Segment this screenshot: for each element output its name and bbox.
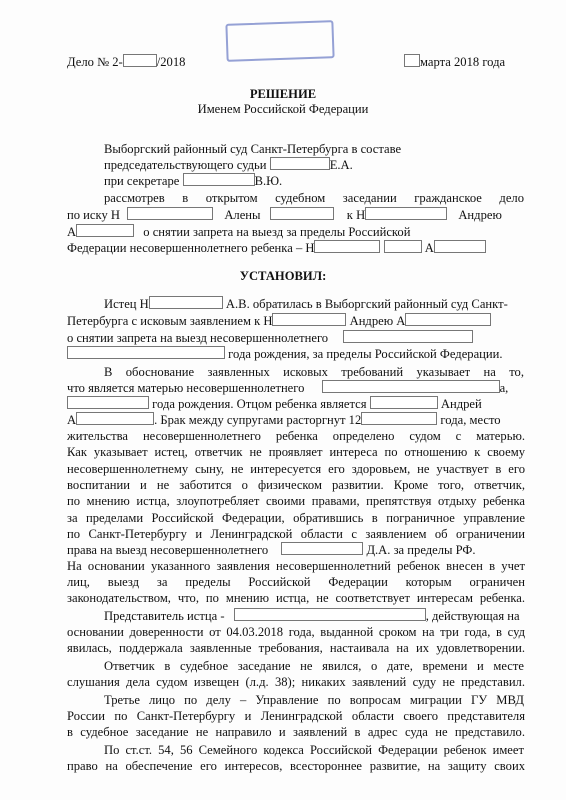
body-line: явилась, поддержала заявленные требования, настаивала на их удовлетворении.	[67, 641, 525, 655]
redaction	[365, 207, 447, 220]
redaction	[322, 380, 500, 393]
body-line: права на выезд несовершеннолетнего Д.А. за пределы РФ.	[67, 543, 476, 557]
body-line: По ст.ст. 54, 56 Семейного кодекса Российской Федерации ребенок имеет	[104, 743, 524, 757]
body-line: по Санкт-Петербургу и Ленинградской области с заявлением об ограничении	[67, 527, 525, 541]
body-line: рассмотрев в открытом судебном заседании гражданское дело	[104, 191, 524, 205]
body-line: законодательством, что, по мнению истца, не соответствует интересам ребенка.	[67, 591, 525, 605]
redaction	[343, 330, 473, 343]
body-line: года рождения, за пределы Российской Федерации.	[67, 346, 503, 362]
body-line: Истец Н А.В. обратилась в Выборгский районный суд Санкт-	[104, 297, 508, 311]
body-line: А . Брак между супругами расторгнут 12 года, место	[67, 413, 501, 427]
redaction	[370, 396, 438, 409]
body-line: что является матерью несовершеннолетнего а,	[67, 381, 509, 395]
body-line: жительства несовершеннолетнего ребенка определено судом с матерью.	[67, 429, 525, 443]
established-heading: УСТАНОВИЛ:	[239, 269, 327, 283]
body-line: за пределами Российской Федерации, обратившись в пограничное управление	[67, 511, 525, 525]
secretary-line: при секретаре В.Ю.	[104, 174, 283, 188]
body-line: воспитании и не заботится о физическом развитии. Кроме того, ответчик,	[67, 478, 525, 492]
judge-line: председательствующего судьи Е.А.	[104, 158, 353, 172]
court-composition: Выборгский районный суд Санкт-Петербурга в составе	[104, 142, 402, 156]
redaction	[405, 313, 491, 326]
body-line: года рождения. Отцом ребенка является Андрей	[67, 396, 482, 412]
body-line: России по Санкт-Петербургу и Ленинградской области своего представителя	[67, 709, 525, 723]
body-line: слушания дела судом извещен (л.д. 38); никаких заявлений суду не представил.	[67, 675, 525, 689]
redaction	[149, 296, 223, 309]
body-line: лиц, выезд за пределы Российской Федерации которым ограничен	[67, 575, 525, 589]
decision-date: марта 2018 года	[404, 54, 505, 70]
body-line: В обоснование заявленных исковых требований указывает на то,	[104, 365, 524, 379]
body-line: по иску Н Алены к Н Андрею	[67, 208, 502, 222]
redaction	[270, 157, 330, 170]
decision-subtitle: Именем Российской Федерации	[197, 102, 369, 116]
redaction	[127, 207, 213, 220]
copy-stamp	[225, 20, 334, 62]
case-number: Дело № 2- /2018	[67, 55, 186, 69]
body-line: Ответчик в судебное заседание не явился, о дате, времени и месте	[104, 659, 524, 673]
body-line: несовершеннолетнему сыну, не интересуется его здоровьем, не участвует в его	[67, 462, 525, 476]
redaction	[314, 240, 380, 253]
body-line: Как указывает истец, ответчик не проявляет интереса по отношению к своему	[67, 445, 525, 459]
redaction	[183, 173, 255, 186]
redaction	[434, 240, 486, 253]
body-line: Федерации несовершеннолетнего ребенка – Н А	[67, 240, 486, 256]
body-line: право на обеспечение его интересов, всестороннее развитие, на защиту своих	[67, 759, 525, 773]
redaction	[76, 224, 134, 237]
redaction	[270, 207, 334, 220]
redaction	[123, 54, 157, 67]
body-line: А о снятии запрета на выезд за пределы Российской	[67, 225, 411, 239]
body-line: основании доверенности от 04.03.2018 года, выданной сроком на три года, в суд	[67, 625, 525, 639]
decision-title: РЕШЕНИЕ	[249, 87, 317, 101]
redaction	[404, 54, 420, 67]
body-line: по мнению истца, злоупотребляет своими правами, препятствуя отдыху ребенка	[67, 494, 525, 508]
redaction	[384, 240, 422, 253]
body-line: На основании указанного заявления несовершеннолетний ребенок внесен в учет	[67, 559, 525, 573]
redaction	[76, 412, 154, 425]
redaction	[361, 412, 437, 425]
body-line: в судебное заседание не направило и заявлений в адрес суда не представило.	[67, 725, 525, 739]
redaction	[234, 608, 426, 621]
body-line: о снятии запрета на выезд несовершеннолетнего	[67, 330, 473, 346]
redaction	[67, 346, 225, 359]
redaction	[281, 542, 363, 555]
body-line: Петербурга с исковым заявлением к Н Андрею А	[67, 313, 491, 329]
body-line: Представитель истца - , действующая на	[104, 609, 520, 623]
body-line: Третье лицо по делу – Управление по вопросам миграции ГУ МВД	[104, 693, 524, 707]
redaction	[67, 396, 149, 409]
redaction	[272, 313, 346, 326]
